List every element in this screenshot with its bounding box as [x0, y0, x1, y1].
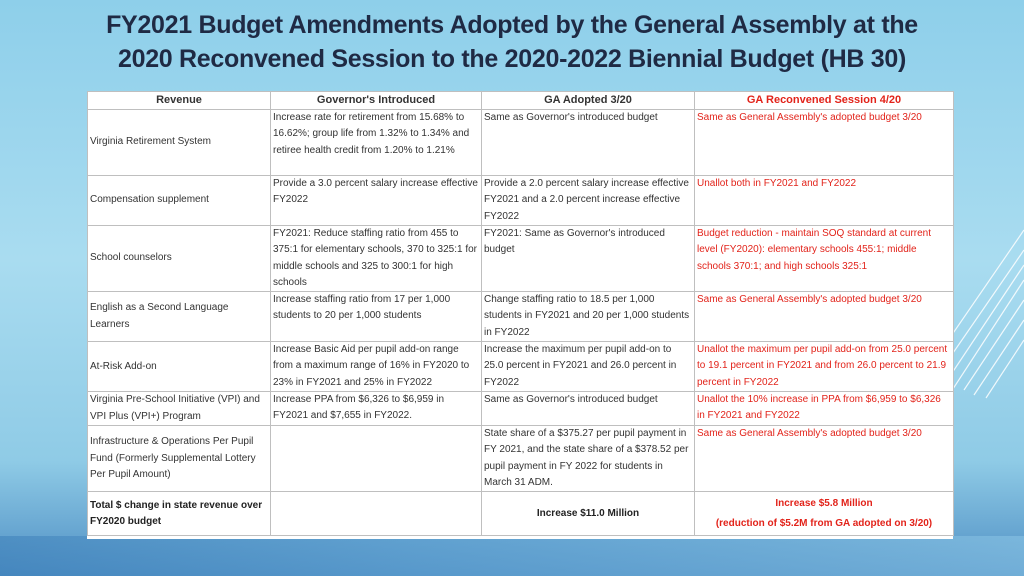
header-governor: Governor's Introduced — [271, 92, 482, 110]
total-label: Total $ change in state revenue over FY2020 budget — [88, 492, 271, 536]
cell-governor: Increase rate for retirement from 15.68% to 16.62%; group life from 1.32% to 1.34% and retiree health credit from 1.20% to 1.21% — [271, 110, 482, 176]
cell-governor: Increase Basic Aid per pupil add-on range from a maximum range of 16% in FY2020 to 23% in FY2021 and 25% in FY2022 — [271, 342, 482, 392]
header-reconvened: GA Reconvened Session 4/20 — [695, 92, 954, 110]
table-row — [88, 110, 954, 176]
cell-reconvened: Unallot both in FY2021 and FY2022 — [695, 176, 954, 226]
cell-ga: FY2021: Same as Governor's introduced budget — [482, 226, 695, 292]
table-row — [88, 426, 954, 492]
total-ga: Increase $11.0 Million — [482, 492, 695, 536]
cell-revenue: Compensation supplement — [88, 176, 271, 226]
table-row — [88, 226, 954, 292]
cell-reconvened: Same as General Assembly's adopted budget 3/20 — [695, 426, 954, 492]
cell-governor: Increase staffing ratio from 17 per 1,000 students to 20 per 1,000 students — [271, 292, 482, 342]
title-line-2: 2020 Reconvened Session to the 2020-2022 Biennial Budget (HB 30) — [117, 45, 906, 73]
table-row — [88, 176, 954, 226]
header-revenue: Revenue — [88, 92, 271, 110]
cell-reconvened: Unallot the 10% increase in PPA from $6,959 to $6,326 in FY2021 and FY2022 — [695, 392, 954, 426]
cell-governor — [271, 426, 482, 492]
cell-ga: State share of a $375.27 per pupil payment in FY 2021, and the state share of a $378.52 per pupil payment in FY 2022 for students in March 31 ADM. — [482, 426, 695, 492]
total-governor-empty — [271, 492, 482, 536]
cell-revenue: At-Risk Add-on — [88, 342, 271, 392]
cell-ga: Provide a 2.0 percent salary increase effective FY2021 and a 2.0 percent increase effective FY2022 — [482, 176, 695, 226]
cell-revenue: Infrastructure & Operations Per Pupil Fund (Formerly Supplemental Lottery Per Pupil Amount) — [88, 426, 271, 492]
cell-ga: Increase the maximum per pupil add-on to 25.0 percent in FY2021 and 26.0 percent in FY2022 — [482, 342, 695, 392]
cell-revenue: English as a Second Language Learners — [88, 292, 271, 342]
total-reconvened-line-2: (reduction of $5.2M from GA adopted on 3/20) — [715, 517, 933, 529]
cell-governor: Provide a 3.0 percent salary increase effective FY2022 — [271, 176, 482, 226]
cell-governor: Increase PPA from $6,326 to $6,959 in FY2021 and $7,655 in FY2022. — [271, 392, 482, 426]
total-reconvened-line-1: Increase $5.8 Million — [775, 497, 873, 509]
cell-revenue: School counselors — [88, 226, 271, 292]
cell-revenue: Virginia Pre-School Initiative (VPI) and VPI Plus (VPI+) Program — [88, 392, 271, 426]
table-row — [88, 392, 954, 426]
bottom-band — [0, 536, 1024, 576]
cell-ga: Change staffing ratio to 18.5 per 1,000 students in FY2021 and 20 per 1,000 students in FY2022 — [482, 292, 695, 342]
total-reconvened — [695, 492, 954, 536]
cell-ga: Same as Governor's introduced budget — [482, 392, 695, 426]
cell-reconvened: Same as General Assembly's adopted budget 3/20 — [695, 292, 954, 342]
cell-reconvened: Budget reduction - maintain SOQ standard at current level (FY2020): elementary schools 455:1; middle schools 370:1; and high schools 325:1 — [695, 226, 954, 292]
cell-reconvened: Same as General Assembly's adopted budget 3/20 — [695, 110, 954, 176]
cell-ga: Same as Governor's introduced budget — [482, 110, 695, 176]
cell-governor: FY2021: Reduce staffing ratio from 455 to 375:1 for elementary schools, 370 to 325:1 for middle schools and 325 to 300:1 for high schools — [271, 226, 482, 292]
page-title — [60, 8, 964, 76]
total-row — [88, 492, 954, 536]
table-row — [88, 342, 954, 392]
budget-table — [87, 91, 953, 539]
cell-reconvened: Unallot the maximum per pupil add-on from 25.0 percent to 19.1 percent in FY2021 and from 26.0 percent to 21.9 percent in FY2022 — [695, 342, 954, 392]
table-row — [88, 292, 954, 342]
cell-revenue: Virginia Retirement System — [88, 110, 271, 176]
title-line-1: FY2021 Budget Amendments Adopted by the General Assembly at the — [106, 11, 918, 39]
header-ga: GA Adopted 3/20 — [482, 92, 695, 110]
